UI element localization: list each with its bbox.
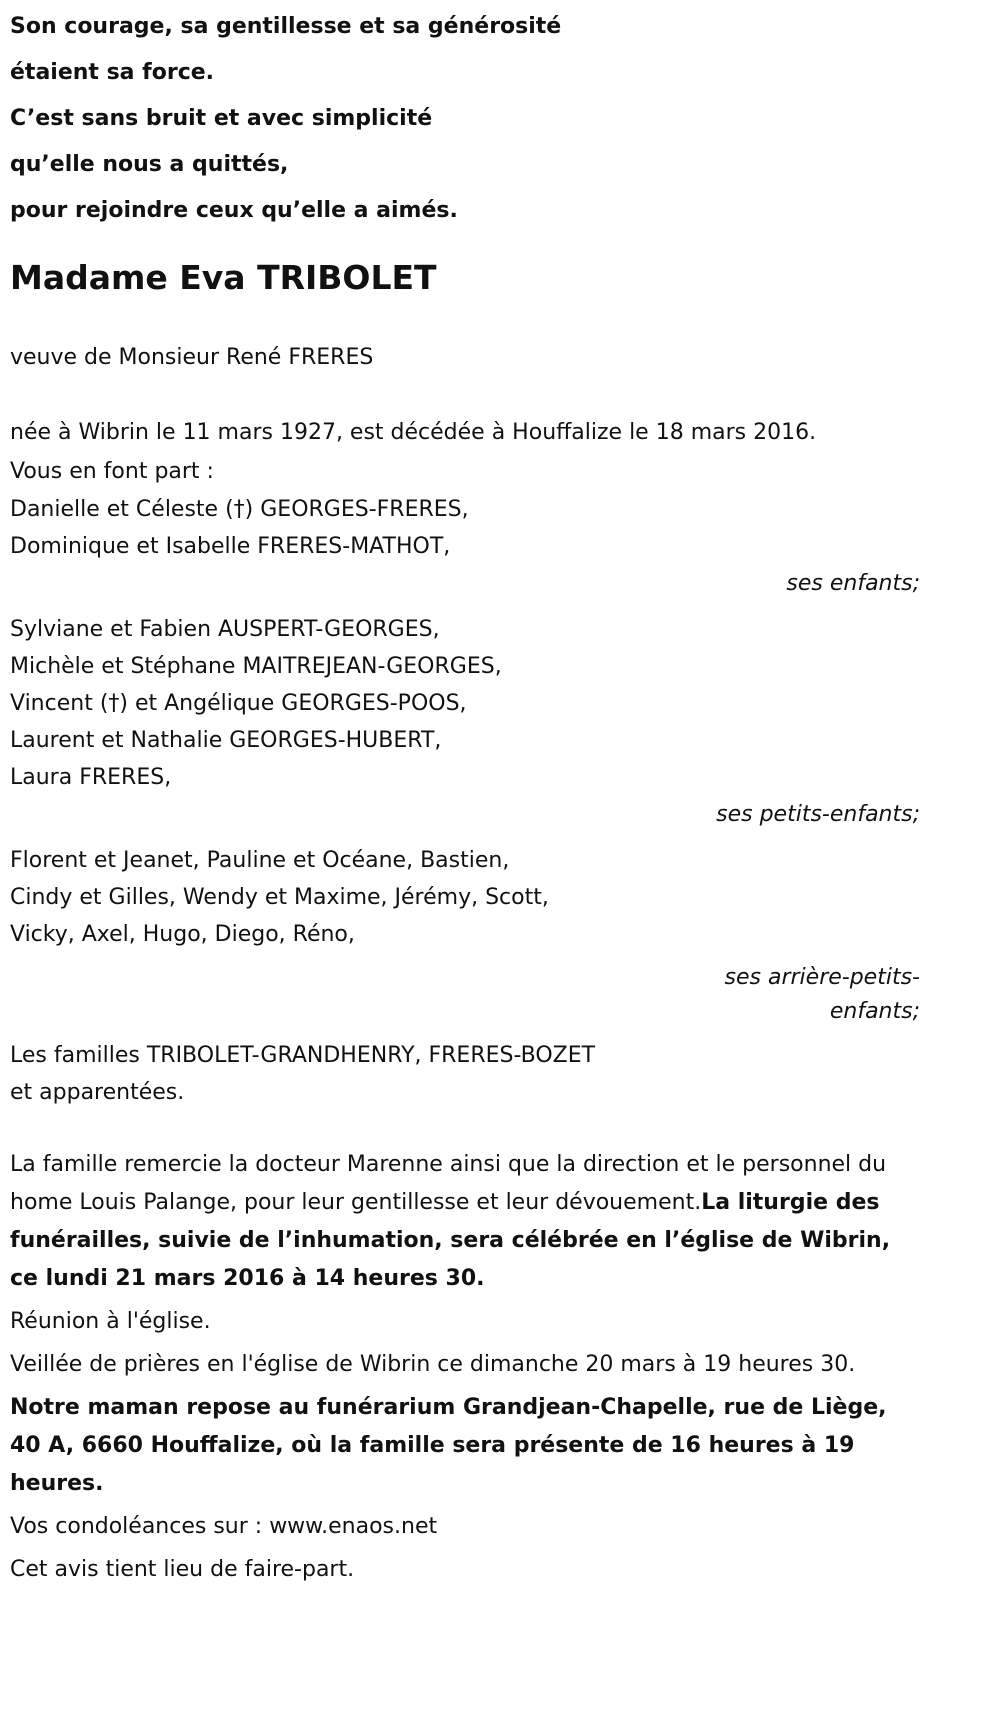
list-item: Vicky, Axel, Hugo, Diego, Réno, (10, 922, 355, 947)
list-item: Laura FRERES, (10, 765, 172, 790)
grandchildren-label: ses petits-enfants; (716, 802, 920, 827)
quote-line: C’est sans bruit et avec simplicité (10, 106, 433, 131)
list-item: Vincent (†) et Angélique GEORGES-POOS, (10, 691, 467, 716)
announcement-intro: Vous en font part : (10, 459, 214, 484)
birth-death-dates: née à Wibrin le 11 mars 1927, est décédée à Houffalize le 18 mars 2016. (10, 420, 817, 445)
children-list (10, 491, 990, 565)
list-item: Dominique et Isabelle FRERES-MATHOT, (10, 534, 451, 559)
children-label: ses enfants; (786, 571, 920, 596)
list-item: Sylviane et Fabien AUSPERT-GEORGES, (10, 617, 440, 642)
great-grandchildren-list (10, 842, 990, 953)
deceased-name: Madame Eva TRIBOLET (10, 258, 437, 297)
quote-line: étaient sa force. (10, 60, 215, 85)
vigil-text: Veillée de prières en l'église de Wibrin ce dimanche 20 mars à 19 heures 30. (10, 1352, 856, 1377)
families-line: et apparentées. (10, 1080, 185, 1105)
list-item: Danielle et Céleste (†) GEORGES-FRERES, (10, 497, 469, 522)
widow-of: veuve de Monsieur René FRERES (10, 345, 374, 370)
meeting-text: Réunion à l'église. (10, 1309, 211, 1334)
funeral-text: La liturgie des funérailles, suivie de l’inhumation, sera célébrée en l’église de Wibrin, ce lundi 21 mars 2016 à 14 heures 30. (10, 1190, 891, 1291)
list-item: Florent et Jeanet, Pauline et Océane, Bastien, (10, 848, 510, 873)
list-item: Cindy et Gilles, Wendy et Maxime, Jérémy, Scott, (10, 885, 549, 910)
quote-line: Son courage, sa gentillesse et sa générosité (10, 14, 562, 39)
funerarium-text: Notre maman repose au funérarium Grandjean-Chapelle, rue de Liège, 40 A, 6660 Houffalize, où la famille sera présente de 16 heures à 19 heures. (10, 1395, 887, 1496)
grandchildren-list (10, 611, 990, 796)
great-grandchildren-label: ses arrière-petits- (724, 965, 920, 990)
opening-quote (10, 0, 990, 236)
thanks-text: La famille remercie la docteur Marenne ainsi que la direction et le personnel du home Louis Palange, pour leur gentillesse et leur dévouement. (10, 1152, 887, 1215)
list-item: Michèle et Stéphane MAITREJEAN-GEORGES, (10, 654, 502, 679)
thanks-paragraph (10, 1146, 910, 1298)
list-item: Laurent et Nathalie GEORGES-HUBERT, (10, 728, 442, 753)
quote-line: pour rejoindre ceux qu’elle a aimés. (10, 198, 458, 223)
families-line: Les familles TRIBOLET-GRANDHENRY, FRERES-BOZET (10, 1043, 596, 1068)
condolences-text: Vos condoléances sur : www.enaos.net (10, 1514, 438, 1539)
great-grandchildren-label: enfants; (829, 999, 920, 1024)
notice-text: Cet avis tient lieu de faire-part. (10, 1557, 355, 1582)
quote-line: qu’elle nous a quittés, (10, 152, 289, 177)
